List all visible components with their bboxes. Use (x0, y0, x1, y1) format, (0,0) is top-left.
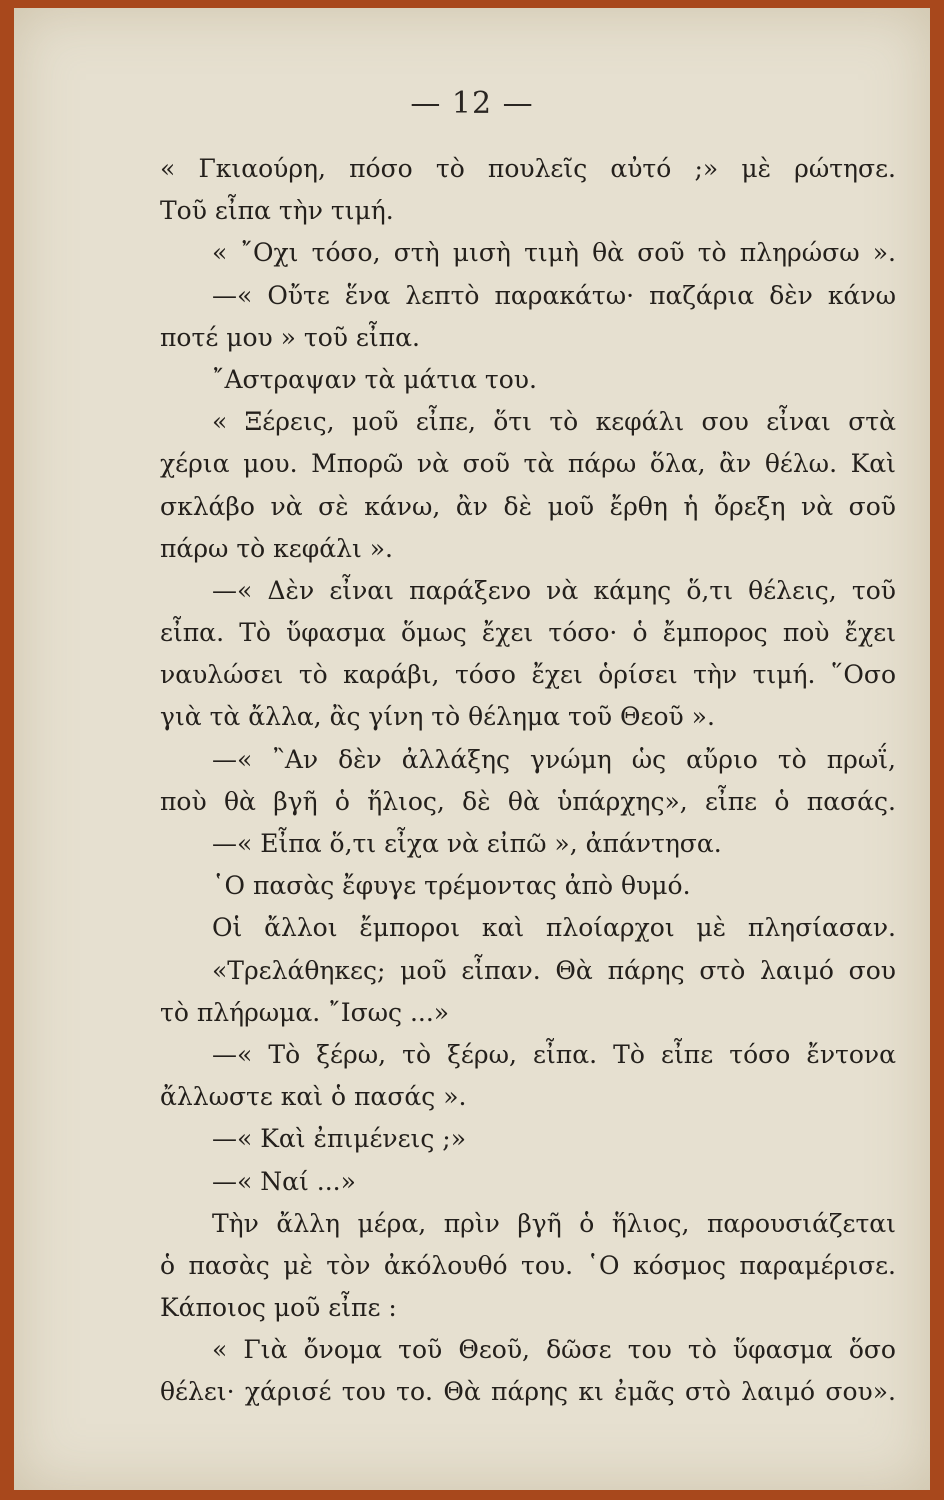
text-line: Οἱ ἄλλοι ἔμποροι καὶ πλοίαρχοι μὲ πλησίασαν. (212, 913, 896, 943)
text-line: Τοῦ εἶπα τὴν τιμή. (160, 196, 394, 226)
text-line: πάρω τὸ κεφάλι ». (160, 533, 393, 563)
text-line: σκλάβο νὰ σὲ κάνω, ἂν δὲ μοῦ ἔρθη ἡ ὄρεξη νὰ σοῦ (160, 491, 896, 521)
text-line: ποτέ μου » τοῦ εἶπα. (160, 322, 420, 352)
text-line: ῎Αστραψαν τὰ μάτια του. (212, 364, 537, 394)
text-line: ἄλλωστε καὶ ὁ πασάς ». (160, 1082, 467, 1112)
text-line: θέλει· χάρισέ του το. Θὰ πάρης κι ἐμᾶς στὸ λαιμό σου». (160, 1377, 896, 1407)
text-line: —« Ναί ...» (212, 1166, 356, 1196)
text-line: —« Δὲν εἶναι παράξενο νὰ κάμης ὅ,τι θέλεις, τοῦ (212, 575, 896, 605)
text-line: Κάποιος μοῦ εἶπε : (160, 1293, 397, 1323)
text-line: ὁ πασὰς μὲ τὸν ἀκόλουθό του. ῾Ο κόσμος παραμέρισε. (160, 1250, 896, 1280)
text-line: ῾Ο πασὰς ἔφυγε τρέμοντας ἀπὸ θυμό. (212, 871, 691, 901)
text-line: «Τρελάθηκες; μοῦ εἶπαν. Θὰ πάρης στὸ λαιμό σου (212, 955, 896, 985)
text-line: « ῎Οχι τόσο, στὴ μισὴ τιμὴ θὰ σοῦ τὸ πληρώσω ». (212, 238, 896, 268)
text-line: —« Τὸ ξέρω, τὸ ξέρω, εἶπα. Τὸ εἶπε τόσο ἔντονα (212, 1039, 896, 1069)
text-line: « Γκιαούρη, πόσο τὸ πουλεῖς αὐτό ;» μὲ ρώτησε. (160, 154, 896, 183)
text-line: γιὰ τὰ ἄλλα, ἂς γίνη τὸ θέλημα τοῦ Θεοῦ ». (160, 702, 715, 732)
text-line: ποὺ θὰ βγῆ ὁ ἥλιος, δὲ θὰ ὑπάρχης», εἶπε ὁ πασάς. (160, 786, 896, 816)
text-line: —« Καὶ ἐπιμένεις ;» (212, 1124, 467, 1154)
page-number: — 12 — (410, 86, 534, 121)
book-page (14, 8, 930, 1490)
text-line: εἶπα. Τὸ ὕφασμα ὅμως ἔχει τόσο· ὁ ἔμπορος ποὺ ἔχει (160, 618, 896, 648)
text-body (160, 148, 896, 1414)
text-line: —« Οὔτε ἕνα λεπτὸ παρακάτω· παζάρια δὲν κάνω (212, 280, 896, 310)
text-line: « Ξέρεις, μοῦ εἶπε, ὅτι τὸ κεφάλι σου εἶναι στὰ (212, 407, 896, 437)
text-line: Τὴν ἄλλη μέρα, πρὶν βγῆ ὁ ἥλιος, παρουσιάζεται (212, 1208, 896, 1238)
text-line: « Γιὰ ὄνομα τοῦ Θεοῦ, δῶσε του τὸ ὕφασμα ὅσο (212, 1335, 896, 1365)
text-line: χέρια μου. Μπορῶ νὰ σοῦ τὰ πάρω ὅλα, ἂν θέλω. Καὶ (160, 449, 896, 479)
text-line: τὸ πλήρωμα. ῎Ισως ...» (160, 997, 450, 1027)
text-line: —« ῍Αν δὲν ἀλλάξης γνώμη ὡς αὔριο τὸ πρωΐ, (212, 744, 896, 774)
text-line: —« Εἶπα ὅ,τι εἶχα νὰ εἰπῶ », ἀπάντησα. (212, 829, 722, 858)
text-line: ναυλώσει τὸ καράβι, τόσο ἔχει ὁρίσει τὴν τιμή. ῞Οσο (160, 660, 896, 690)
